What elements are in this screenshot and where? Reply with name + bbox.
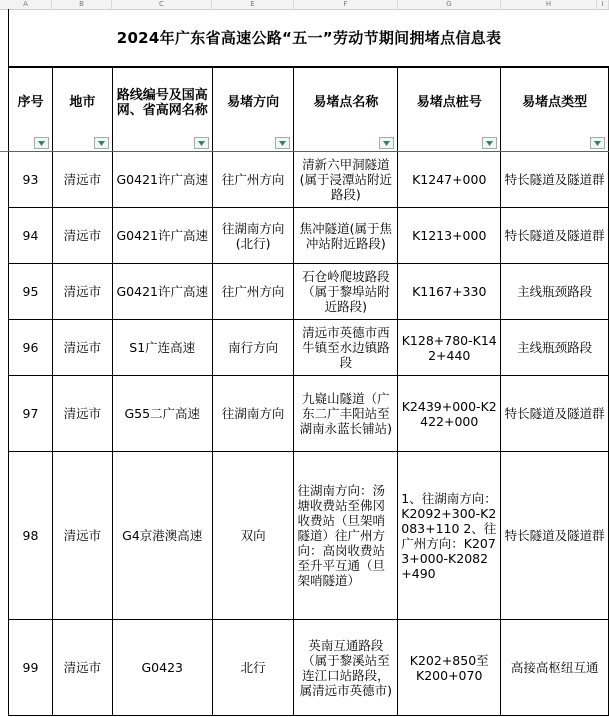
cell-stake[interactable]: K1213+000 bbox=[398, 208, 501, 264]
cell-route[interactable]: G0421许广高速 bbox=[112, 152, 212, 208]
cell-name[interactable]: 石仓岭爬坡路段（属于黎埠站附近路段) bbox=[294, 264, 398, 320]
cell-direction[interactable]: 往广州方向 bbox=[212, 152, 294, 208]
cell-stake[interactable]: K202+850至K200+070 bbox=[398, 620, 501, 716]
cell-seq[interactable]: 98 bbox=[9, 452, 53, 620]
cell-name[interactable]: 英南互通路段（属于黎溪站至连江口站路段，属清远市英德市) bbox=[294, 620, 398, 716]
cell-city[interactable]: 清远市 bbox=[52, 320, 112, 376]
cell-route[interactable]: S1广连高速 bbox=[112, 320, 212, 376]
filter-dropdown-icon[interactable] bbox=[275, 137, 290, 149]
cell-type[interactable]: 主线瓶颈路段 bbox=[501, 320, 609, 376]
filter-dropdown-icon[interactable] bbox=[482, 137, 497, 149]
column-letter[interactable]: I bbox=[597, 0, 609, 9]
cell-seq[interactable]: 93 bbox=[9, 152, 53, 208]
cell-city[interactable]: 清远市 bbox=[52, 452, 112, 620]
cell-stake[interactable]: K1247+000 bbox=[398, 152, 501, 208]
cell-seq[interactable]: 95 bbox=[9, 264, 53, 320]
cell-stake[interactable]: K2439+000-K2422+000 bbox=[398, 376, 501, 452]
cell-direction[interactable]: 往湖南方向(北行) bbox=[212, 208, 294, 264]
header-city[interactable]: 地市 bbox=[52, 68, 112, 152]
header-type[interactable]: 易堵点类型 bbox=[501, 68, 609, 152]
cell-route[interactable]: G55二广高速 bbox=[112, 376, 212, 452]
congestion-table bbox=[8, 67, 609, 716]
freeze-pane-line bbox=[0, 151, 609, 152]
column-letter[interactable]: G bbox=[398, 0, 501, 9]
table-row bbox=[9, 320, 609, 376]
cell-route[interactable]: G0421许广高速 bbox=[112, 264, 212, 320]
cell-type[interactable]: 特长隧道及隧道群 bbox=[501, 208, 609, 264]
cell-stake[interactable]: 1、往湖南方向：K2092+300-K2083+110 2、往广州方向：K2073+000-K2082+490 bbox=[398, 452, 501, 620]
cell-seq[interactable]: 99 bbox=[9, 620, 53, 716]
cell-city[interactable]: 清远市 bbox=[52, 152, 112, 208]
cell-name[interactable]: 焦冲隧道(属于焦冲站附近路段) bbox=[294, 208, 398, 264]
cell-name[interactable]: 清新六甲洞隧道(属于浸潭站附近路段) bbox=[294, 152, 398, 208]
cell-direction[interactable]: 往湖南方向 bbox=[212, 376, 294, 452]
cell-type[interactable]: 主线瓶颈路段 bbox=[501, 264, 609, 320]
column-letter[interactable]: C bbox=[112, 0, 212, 9]
cell-route[interactable]: G0423 bbox=[112, 620, 212, 716]
cell-route[interactable]: G4京港澳高速 bbox=[112, 452, 212, 620]
cell-city[interactable]: 清远市 bbox=[52, 264, 112, 320]
cell-seq[interactable]: 94 bbox=[9, 208, 53, 264]
header-route[interactable]: 路线编号及国高网、省高网名称 bbox=[112, 68, 212, 152]
cell-name[interactable]: 清远市英德市西牛镇至水边镇路段 bbox=[294, 320, 398, 376]
cell-seq[interactable]: 97 bbox=[9, 376, 53, 452]
cell-direction[interactable]: 南行方向 bbox=[212, 320, 294, 376]
filter-dropdown-icon[interactable] bbox=[194, 137, 209, 149]
header-name[interactable]: 易堵点名称 bbox=[294, 68, 398, 152]
cell-stake[interactable]: K128+780-K142+440 bbox=[398, 320, 501, 376]
cell-route[interactable]: G0421许广高速 bbox=[112, 208, 212, 264]
cell-direction[interactable]: 北行 bbox=[212, 620, 294, 716]
table-row bbox=[9, 152, 609, 208]
cell-type[interactable]: 特长隧道及隧道群 bbox=[501, 452, 609, 620]
cell-city[interactable]: 清远市 bbox=[52, 620, 112, 716]
column-letter[interactable]: E bbox=[212, 0, 294, 9]
column-letter[interactable]: F bbox=[294, 0, 398, 9]
column-letter[interactable]: A bbox=[0, 0, 52, 9]
filter-dropdown-icon[interactable] bbox=[590, 137, 605, 149]
cell-type[interactable]: 特长隧道及隧道群 bbox=[501, 152, 609, 208]
column-letter[interactable]: H bbox=[501, 0, 597, 9]
cell-stake[interactable]: K1167+330 bbox=[398, 264, 501, 320]
header-seq[interactable]: 序号 bbox=[9, 68, 53, 152]
cell-direction[interactable]: 往广州方向 bbox=[212, 264, 294, 320]
cell-name[interactable]: 往湖南方向：汤塘收费站至佛冈收费站（旦架哨隧道）往广州方向：高岗收费站至升平互通（旦架哨隧道） bbox=[294, 452, 398, 620]
filter-dropdown-icon[interactable] bbox=[379, 137, 394, 149]
header-stake[interactable]: 易堵点桩号 bbox=[398, 68, 501, 152]
cell-city[interactable]: 清远市 bbox=[52, 376, 112, 452]
table-row bbox=[9, 452, 609, 620]
sheet-title[interactable]: 2024年广东省高速公路“五一”劳动节期间拥堵点信息表 bbox=[8, 9, 609, 67]
table-row bbox=[9, 208, 609, 264]
cell-city[interactable]: 清远市 bbox=[52, 208, 112, 264]
filter-dropdown-icon[interactable] bbox=[94, 137, 109, 149]
cell-type[interactable]: 高接高枢纽互通 bbox=[501, 620, 609, 716]
cell-direction[interactable]: 双向 bbox=[212, 452, 294, 620]
cell-seq[interactable]: 96 bbox=[9, 320, 53, 376]
cell-type[interactable]: 特长隧道及隧道群 bbox=[501, 376, 609, 452]
header-row bbox=[9, 68, 609, 152]
cell-name[interactable]: 九嶷山隧道（广东二广丰阳站至湖南永蓝长铺站) bbox=[294, 376, 398, 452]
header-direction[interactable]: 易堵方向 bbox=[212, 68, 294, 152]
filter-dropdown-icon[interactable] bbox=[34, 137, 49, 149]
table-row bbox=[9, 264, 609, 320]
table-row bbox=[9, 376, 609, 452]
table-row bbox=[9, 620, 609, 716]
column-letter[interactable]: B bbox=[52, 0, 112, 9]
